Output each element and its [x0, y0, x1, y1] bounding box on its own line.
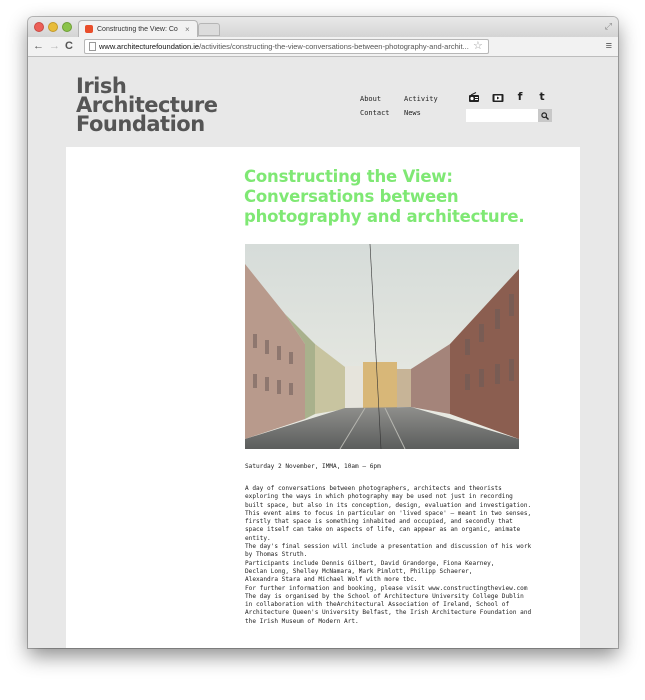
facebook-icon[interactable]: f [517, 90, 523, 103]
window-close-button[interactable] [34, 22, 44, 32]
body-line: entity. [245, 534, 271, 542]
article-title [244, 167, 544, 227]
new-tab-button[interactable] [198, 23, 220, 36]
body-line: The day is organised by the School of Architecture University College Dublin [245, 592, 524, 600]
title-line: Conversations between [244, 187, 459, 206]
nav-news-link[interactable]: News [404, 109, 421, 117]
street-photograph [245, 244, 519, 449]
title-line: Constructing the View: [244, 167, 453, 186]
title-bar [28, 17, 618, 37]
twitter-icon[interactable]: t [539, 90, 545, 103]
body-line: The day's final session will include a presentation and discussion of his work [245, 543, 532, 551]
body-line: by Thomas Struth. [245, 551, 308, 559]
menu-icon[interactable]: ≡ [605, 40, 612, 52]
article-body [245, 485, 545, 626]
logo-line: Irish [76, 74, 127, 98]
tab-close-icon[interactable]: × [185, 24, 190, 34]
body-line: firstly that space is something inhabited and occupied, and secondly that [245, 518, 513, 526]
search-input[interactable] [466, 109, 538, 122]
nav-about-link[interactable]: About [360, 95, 382, 103]
body-line: exploring the ways in which photography may be used not just in recording [245, 493, 513, 501]
search-icon [541, 112, 549, 120]
logo-line: Architecture [76, 93, 218, 117]
article-content [66, 147, 580, 648]
back-icon[interactable]: ← [33, 40, 44, 52]
title-line: photography and architecture. [244, 207, 525, 226]
window-minimize-button[interactable] [48, 22, 58, 32]
nav-contact-link[interactable]: Contact [360, 109, 390, 117]
logo-line: Foundation [76, 112, 205, 136]
body-line: the Irish Museum of Modern Art. [245, 617, 359, 625]
url-domain: www.architecturefoundation.ie [99, 42, 200, 51]
body-line: Declan Long, Shelley McNamara, Mark Pimlott, Philipp Schaerer, [245, 567, 473, 575]
body-line: This event aims to focus in particular on 'lived space' – meant in two senses, [245, 509, 532, 517]
search-button[interactable] [538, 109, 552, 122]
body-line: A day of conversations between photographers, architects and theorists [245, 485, 502, 492]
browser-toolbar [28, 37, 618, 57]
event-date: Saturday 2 November, IMMA, 10am – 6pm [245, 463, 381, 470]
body-line: built space, but also in its conception, design, evaluation and investigation. [245, 501, 532, 509]
window-maximize-button[interactable] [62, 22, 72, 32]
favicon-icon [85, 25, 93, 33]
address-bar[interactable] [84, 39, 489, 54]
body-line: Participants include Dennis Gilbert, David Grandorge, Fiona Kearney, [245, 559, 495, 567]
site-logo[interactable] [76, 74, 218, 136]
reload-icon[interactable]: C [65, 40, 73, 52]
body-line: Alexandra Stara and Michael Wolf with more tbc. [245, 576, 418, 584]
browser-tab[interactable] [78, 20, 198, 37]
forward-icon[interactable]: → [49, 40, 60, 52]
url-path: /activities/constructing-the-view-conversations-between-photography-and-archit... [199, 42, 469, 51]
radio-icon[interactable] [468, 91, 480, 103]
tab-title: Constructing the View: Co [97, 25, 178, 33]
nav-activity-link[interactable]: Activity [404, 95, 438, 103]
bookmark-star-icon[interactable]: ☆ [473, 40, 483, 52]
body-line: space itself can take on aspects of life, can appear as an organic, animate [245, 526, 521, 534]
fullscreen-icon[interactable]: ⤢ [604, 21, 612, 31]
browser-window [28, 17, 618, 648]
page-viewport [28, 57, 618, 648]
body-line: Architecture Queen's University Belfast, the Irish Architecture Foundation and [245, 609, 532, 617]
body-line: in collaboration with theArchitectural Association of Ireland, School of [245, 601, 510, 609]
body-line: For further information and booking, please visit www.constructingtheview.com [245, 584, 528, 592]
page-icon [89, 42, 96, 51]
video-icon[interactable] [492, 91, 504, 103]
